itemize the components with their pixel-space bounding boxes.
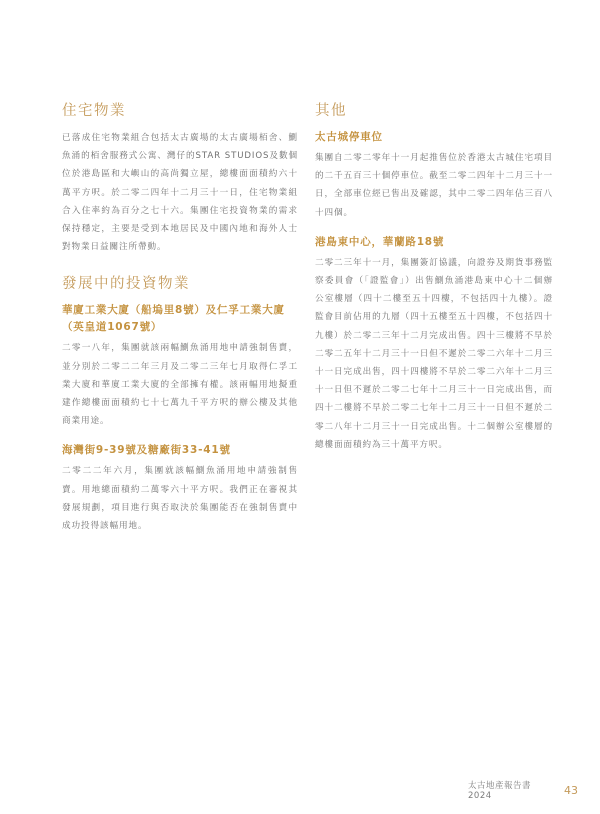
page-footer xyxy=(468,779,578,801)
development-heading: 發展中的投資物業 xyxy=(62,276,190,293)
one-island-east-title: 港島東中心，華蘭路18號 xyxy=(315,235,445,248)
taikoo-shing-parking-title: 太古城停車位 xyxy=(315,131,383,143)
other-section xyxy=(315,101,553,454)
residential-heading: 住宅物業 xyxy=(62,103,126,119)
one-island-east-body: 二零二三年十一月，集團簽訂協議，向證券及期貨事務監察委員會（「證監會」）出售鰂魚涌港島東中心十二個辦公室樓層（四十二樓至五十四樓，不包括四十九樓）。證監會目前佔用的九層（四十五樓至五十四樓，不包括四十九樓）於二零二三年十二月完成出售。四十三樓將不早於二零二五年十二月三十一日但不遲於二零二六年十二月三十一日完成出售，四十四樓將不早於二零二六年十二月三十一日但不遲於二零二七年十二月三十一日完成出售，而四十二樓將不早於二零二七年十二月三十一日但不遲於二零二八年十二月三十一日完成出售。十二個辦公室樓層的總樓面面積約為三十萬平方呎。 xyxy=(315,257,553,450)
wah-ha-factory-body: 二零一八年，集團就該兩幅鰂魚涌用地申請強制售賣，並分別於二零二二年三月及二零二三年七月取得仁孚工業大廈和華廈工業大廈的全部擁有權。該兩幅用地擬重建作總樓面面積約七十七萬九千平方呎的辦公樓及其他商業用途。 xyxy=(62,343,298,427)
left-column xyxy=(62,101,298,535)
residential-body: 已落成住宅物業組合包括太古廣場的太古廣場栢舍、鰂魚涌的栢舍服務式公寓、灣仔的STAR STUDIOS及數個位於港島區和大嶼山的高尚獨立屋，總樓面面積約六十萬平方呎。於二零二四年十二月三十一日，住宅物業組合入住率約為百分之七十六。集團住宅投資物業的需求保持穩定，主要是受到本地居民及中國內地和海外人士對物業日益關注所帶動。 xyxy=(62,133,298,253)
page-number: 43 xyxy=(564,783,578,797)
development-section xyxy=(62,274,298,535)
wah-ha-factory-title: 華廈工業大廈（船塢里8號）及仁孚工業大廈（英皇道1067號） xyxy=(62,304,285,334)
right-column xyxy=(315,101,553,454)
residential-section xyxy=(62,101,298,256)
hoi-wan-street-title: 海灣街9-39號及糖廠街33-41號 xyxy=(62,444,231,457)
other-heading: 其他 xyxy=(315,103,347,119)
hoi-wan-street-body: 二零二二年六月，集團就該幅鰂魚涌用地申請強制售賣。用地總面積約二萬零六十平方呎。我們正在審視其發展規劃，項目進行與否取決於集團能否在強制售賣中成功投得該幅用地。 xyxy=(62,466,298,532)
report-title: 太古地產報告書2024 xyxy=(468,781,532,801)
taikoo-shing-parking-body: 集團自二零二零年十一月起推售位於香港太古城住宅項目的二千五百三十個停車位。截至二零二四年十二月三十一日，全部車位經已售出及確認，其中二零二四年佔三百八十四個。 xyxy=(315,153,553,218)
